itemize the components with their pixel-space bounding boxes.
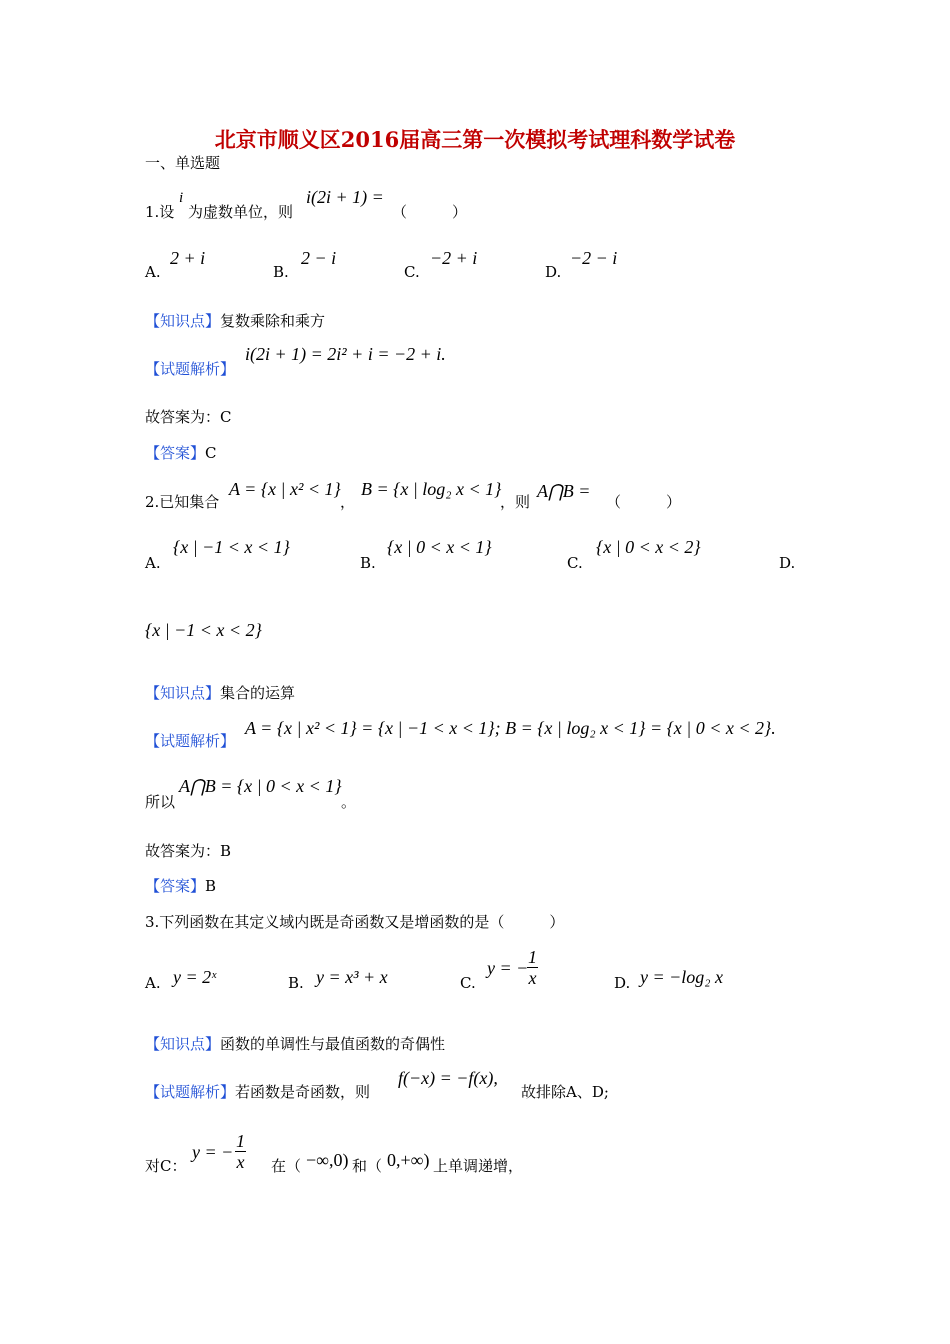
- q3-kp: 函数的单调性与最值函数的奇偶性: [220, 1035, 446, 1053]
- q2-expr: A⋂B =: [537, 481, 591, 501]
- q1-kp-tag: 【知识点】: [145, 312, 221, 330]
- q3-opt-b: y = x³ + x: [316, 967, 388, 987]
- q3-c-label: 对C：: [145, 1157, 187, 1175]
- q1-expr: i(2i + 1) =: [306, 187, 384, 207]
- q1-opt-a: 2 + i: [170, 248, 206, 268]
- q2-stem-b: ，则: [500, 493, 531, 511]
- q3-c-b: 和（: [352, 1157, 383, 1175]
- q1-jx: i(2i + 1) = 2i² + i = −2 + i.: [245, 344, 446, 364]
- q3-jx-tag: 【试题解析】: [145, 1083, 236, 1101]
- q2-opt-d: {x | −1 < x < 2}: [145, 620, 262, 640]
- q1-paren: （ ）: [392, 203, 468, 221]
- q3-c-expr: y = −: [192, 1142, 234, 1162]
- q1-ans-tag: 【答案】: [145, 444, 206, 462]
- page-title: 北京市顺义区2016届高三第一次模拟考试理科数学试卷: [214, 127, 736, 152]
- q3-opt-c-fraction: [527, 947, 538, 988]
- q2-opt-d-label: D.: [779, 554, 796, 572]
- q2-paren: （ ）: [606, 493, 682, 511]
- q1-opt-b-label: B.: [273, 263, 289, 281]
- q1-opt-c-label: C.: [404, 263, 420, 281]
- q2-so-end: 。: [341, 793, 357, 811]
- q1-kp: 复数乘除和乘方: [220, 312, 326, 330]
- q3-c-den: x: [236, 1152, 245, 1172]
- q3-stem: 3.下列函数在其定义域内既是奇函数又是增函数的是（ ）: [145, 913, 565, 931]
- q3-c-num: 1: [236, 1131, 245, 1151]
- q3-kp-tag: 【知识点】: [145, 1035, 221, 1053]
- q1-opt-d-label: D.: [545, 263, 562, 281]
- q3-opt-a-label: A.: [145, 974, 161, 992]
- q1-opt-c: −2 + i: [430, 248, 478, 268]
- q2-opt-a: {x | −1 < x < 1}: [173, 537, 290, 557]
- q1-stem-a: 1.设: [145, 203, 175, 221]
- section-heading: 一、单选题: [145, 154, 221, 172]
- q2-opt-b: {x | 0 < x < 1}: [387, 537, 492, 557]
- q2-ans-tag: 【答案】: [145, 877, 206, 895]
- q3-opt-c-num: 1: [528, 947, 537, 967]
- q1-jx-tag: 【试题解析】: [145, 360, 236, 378]
- q3-opt-c: y = −: [487, 958, 529, 978]
- q2-set-b: B = {x | log₂ x < 1}: [361, 479, 502, 499]
- q1-opt-a-label: A.: [145, 263, 161, 281]
- q3-jx-expr: f(−x) = −f(x),: [398, 1068, 498, 1088]
- q2-jx: A = {x | x² < 1} = {x | −1 < x < 1}; B = {x | log₂ x < 1} = {x | 0 < x < 2}.: [245, 718, 776, 738]
- q2-kp-tag: 【知识点】: [145, 684, 221, 702]
- q2-so-label: 所以: [145, 793, 176, 811]
- q1-result: 故答案为：C: [145, 408, 232, 426]
- q2-stem-a: 2.已知集合: [145, 493, 220, 511]
- q1-answer: C: [205, 444, 217, 462]
- q1-opt-b: 2 − i: [301, 248, 337, 268]
- q2-result: 故答案为：B: [145, 842, 232, 860]
- q2-so: A⋂B = {x | 0 < x < 1}: [179, 776, 342, 796]
- q3-c-int2: 0,+∞): [387, 1150, 430, 1170]
- q1-opt-d: −2 − i: [570, 248, 618, 268]
- q2-opt-c-label: C.: [567, 554, 583, 572]
- q3-c-int1: −∞,0): [306, 1150, 349, 1170]
- q1-var: i: [179, 190, 184, 206]
- q1-stem-b: 为虚数单位，则: [188, 203, 294, 221]
- q3-opt-d: y = −log₂ x: [640, 967, 724, 987]
- q3-opt-c-den: x: [528, 968, 537, 988]
- q3-c-fraction: [235, 1131, 246, 1172]
- q2-opt-c: {x | 0 < x < 2}: [596, 537, 701, 557]
- q2-opt-b-label: B.: [360, 554, 376, 572]
- q3-opt-c-label: C.: [460, 974, 476, 992]
- q3-opt-a: y = 2ˣ: [173, 967, 217, 987]
- q3-jx-a: 若函数是奇函数，则: [235, 1083, 371, 1101]
- q3-opt-d-label: D.: [614, 974, 631, 992]
- q3-c-c: 上单调递增，: [433, 1157, 524, 1175]
- q2-jx-tag: 【试题解析】: [145, 732, 236, 750]
- q2-opt-a-label: A.: [145, 554, 161, 572]
- q3-opt-b-label: B.: [288, 974, 304, 992]
- q2-answer: B: [205, 877, 217, 895]
- q2-set-a: A = {x | x² < 1}: [229, 479, 341, 499]
- q2-kp: 集合的运算: [220, 684, 296, 702]
- q3-c-a: 在（: [271, 1157, 302, 1175]
- q3-jx-b: 故排除A、D;: [521, 1083, 609, 1101]
- q2-comma: ，: [340, 493, 356, 511]
